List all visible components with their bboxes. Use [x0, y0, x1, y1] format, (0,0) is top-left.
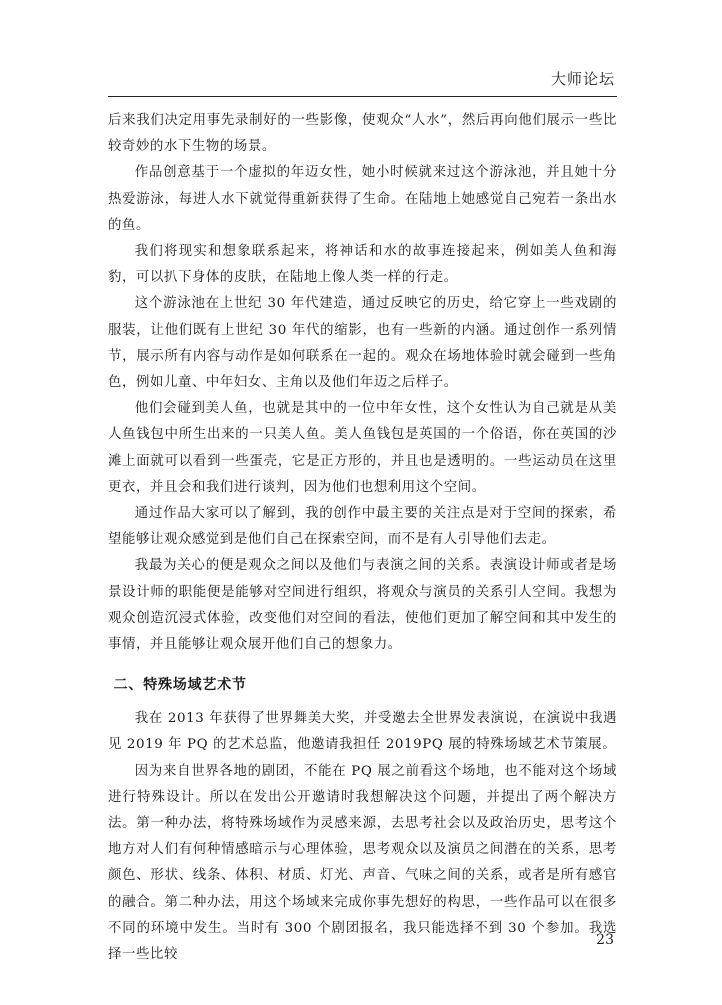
paragraph: 我在 2013 年获得了世界舞美大奖，并受邀去全世界发表演说，在演说中我遇见 2019 年 PQ 的艺术总监，他邀请我担任 2019PQ 展的特殊场域艺术节策展。: [108, 711, 617, 753]
paragraph: 作品创意基于一个虚拟的年迈女性，她小时候就来过这个游泳池，并且她十分热爱游泳，每进人水下就觉得重新获得了生命。在陆地上她感觉自己宛若一条出水的鱼。: [108, 165, 617, 233]
page-number: 23: [596, 932, 614, 948]
article-body: [108, 108, 617, 968]
running-header: [108, 66, 617, 97]
paragraph: 因为来自世界各地的剧团，不能在 PQ 展之前看这个场地，也不能对这个场域进行特殊设计。所以在发出公开邀请时我想解决这个问题，并提出了两个解决方法。第一种办法，将特殊场域作为灵感来源，去思考社会以及政治历史，思考这个地方对人们有何种情感暗示与心理体验，思考观众以及演员之间潜在的关系，思考颜色、形状、线条、体积、材质、灯光、声音、气味之间的关系，或者是所有感官的融合。第二种办法，用这个场域来完成你事先想好的构思，一些作品可以在很多不同的环境中发生。当时有 300 个剧团报名，我只能选择不到 30 个参加。我选择一些比较: [108, 763, 617, 963]
paragraph: 通过作品大家可以了解到，我的创作中最主要的关注点是对于空间的探索，希望能够让观众感觉到是他们自己在探索空间，而不是有人引导他们去走。: [108, 506, 617, 548]
paragraph: 他们会碰到美人鱼，也就是其中的一位中年女性，这个女性认为自己就是从美人鱼钱包中所生出来的一只美人鱼。美人鱼钱包是英国的一个俗语，你在英国的沙滩上面就可以看到一些蛋壳，它是正方形的，并且也是透明的。一些运动员在这里更衣，并且会和我们进行谈判，因为他们也想利用这个空间。: [108, 401, 617, 495]
header-section-name: 大师论坛: [550, 70, 615, 88]
paragraph: 这个游泳池在上世纪 30 年代建造，通过反映它的历史，给它穿上一些戏剧的服装，让他们既有上世纪 30 年代的缩影，也有一些新的内涵。通过创作一系列情节，展示所有内容与动作是如何联系在一起的。观众在场地体验时就会碰到一些角色，例如儿童、中年妇女、主角以及他们年迈之后样子。: [108, 296, 617, 391]
paragraph: 我最为关心的便是观众之间以及他们与表演之间的关系。表演设计师或者是场景设计师的职能便是能够对空间进行组织，将观众与演员的关系引人空间。我想为观众创造沉浸式体验，改变他们对空间的看法，使他们更加了解空间和其中发生的事情，并且能够让观众展开他们自己的想象力。: [108, 558, 617, 653]
paragraph: 后来我们决定用事先录制好的一些影像，使观众“人水”，然后再向他们展示一些比较奇妙的水下生物的场景。: [108, 113, 617, 155]
section-heading: 二、特殊场域艺术节: [113, 677, 247, 694]
paragraph: 我们将现实和想象联系起来，将神话和水的故事连接起来，例如美人鱼和海豹，可以扒下身体的皮肤，在陆地上像人类一样的行走。: [108, 244, 617, 286]
